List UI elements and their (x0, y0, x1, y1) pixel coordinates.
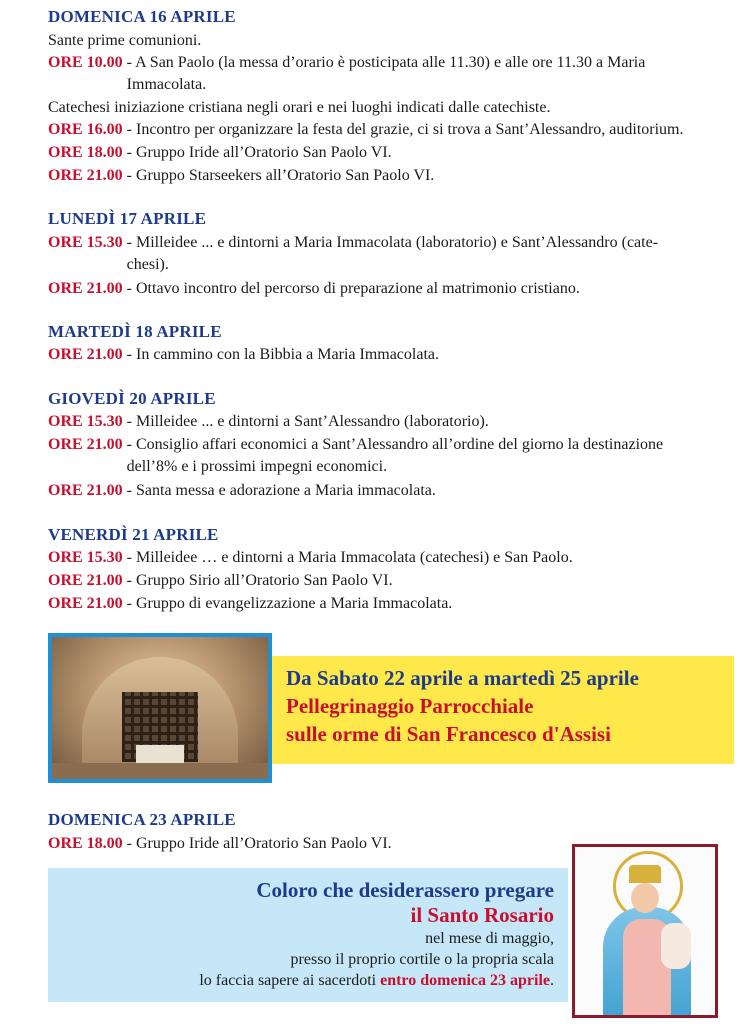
event-row (48, 278, 735, 300)
crypt-image (52, 637, 268, 779)
event-description: - A San Paolo (la messa d’orario è posticipata alle 11.30) e alle ore 11.30 a Maria Immacolata. (126, 54, 646, 93)
rosary-line-1: Coloro che desiderassero pregare (256, 878, 554, 902)
day-heading-sunday-16: DOMENICA 16 APRILE (48, 7, 236, 26)
event-description: - In cammino con la Bibbia a Maria Immacolata. (126, 346, 439, 363)
event-time: ORE 10.00 (48, 54, 123, 71)
day-heading-sunday-23: DOMENICA 23 APRILE (48, 810, 236, 829)
pilgrimage-banner (272, 656, 734, 764)
event-description: - Santa messa e adorazione a Maria immacolata. (126, 482, 436, 499)
event-row (48, 52, 735, 96)
event-description: - Milleidee … e dintorni a Maria Immacolata (catechesi) e San Paolo. (126, 549, 573, 566)
event-row (48, 411, 735, 433)
event-row (48, 593, 735, 615)
event-time: ORE 21.00 (48, 280, 123, 297)
assisi-crypt-photo (48, 633, 272, 783)
event-description: - Milleidee ... e dintorni a Maria Immacolata (laboratorio) e Sant’Alessandro (cate- chesi). (126, 234, 659, 273)
event-row (48, 547, 735, 569)
event-time: ORE 18.00 (48, 835, 123, 852)
rosary-line-2: il Santo Rosario (410, 903, 554, 927)
event-description: - Gruppo Starseekers all’Oratorio San Paolo VI. (126, 167, 435, 184)
event-time: ORE 21.00 (48, 436, 123, 453)
madonna-image (572, 844, 718, 1018)
event-time: ORE 15.30 (48, 413, 123, 430)
event-time: ORE 21.00 (48, 572, 123, 589)
event-row (48, 232, 735, 276)
event-description: - Gruppo Iride all’Oratorio San Paolo VI. (126, 835, 392, 852)
event-time: ORE 21.00 (48, 482, 123, 499)
event-time: ORE 21.00 (48, 167, 123, 184)
pilgrimage-dates: Da Sabato 22 aprile a martedì 25 aprile (286, 666, 639, 690)
pilgrimage-title: Pellegrinaggio Parrocchiale (286, 694, 534, 718)
event-time: ORE 16.00 (48, 121, 123, 138)
event-description: - Consiglio affari economici a Sant’Alessandro all’ordine del giorno la destinazione dell’8% e i prossimi impegni economici. (126, 436, 664, 475)
pilgrimage-subtitle: sulle orme di San Francesco d'Assisi (286, 722, 611, 746)
event-row (48, 119, 735, 141)
event-row (48, 570, 735, 592)
day-heading-thursday-20: GIOVEDÌ 20 APRILE (48, 389, 216, 408)
note-catechesis: Catechesi iniziazione cristiana negli orari e nei luoghi indicati dalle catechiste. (48, 99, 551, 116)
event-time: ORE 21.00 (48, 595, 123, 612)
rosary-line-5: lo faccia sapere ai sacerdoti entro domenica 23 aprile. (199, 972, 554, 989)
event-description: - Gruppo Iride all’Oratorio San Paolo VI. (126, 144, 392, 161)
event-description: - Milleidee ... e dintorni a Sant’Alessandro (laboratorio). (126, 413, 489, 430)
event-row (48, 165, 735, 187)
day-heading-tuesday-18: MARTEDÌ 18 APRILE (48, 322, 222, 341)
event-description: - Incontro per organizzare la festa del grazie, ci si trova a Sant’Alessandro, auditorium. (126, 121, 684, 138)
rosary-line-4: presso il proprio cortile o la propria scala (290, 951, 554, 968)
event-row (48, 142, 735, 164)
event-row (48, 434, 735, 478)
event-description: - Gruppo di evangelizzazione a Maria Immacolata. (126, 595, 453, 612)
event-row (48, 344, 735, 366)
event-time: ORE 15.30 (48, 549, 123, 566)
event-row (48, 480, 735, 502)
event-description: - Gruppo Sirio all’Oratorio San Paolo VI. (126, 572, 393, 589)
rosary-line-3: nel mese di maggio, (425, 930, 554, 947)
rosary-notice (48, 868, 568, 1002)
event-time: ORE 21.00 (48, 346, 123, 363)
event-time: ORE 18.00 (48, 144, 123, 161)
day-heading-monday-17: LUNEDÌ 17 APRILE (48, 209, 207, 228)
event-time: ORE 15.30 (48, 234, 123, 251)
event-description: - Ottavo incontro del percorso di preparazione al matrimonio cristiano. (126, 280, 580, 297)
note-first-communions: Sante prime comunioni. (48, 32, 202, 49)
day-heading-friday-21: VENERDÌ 21 APRILE (48, 525, 219, 544)
